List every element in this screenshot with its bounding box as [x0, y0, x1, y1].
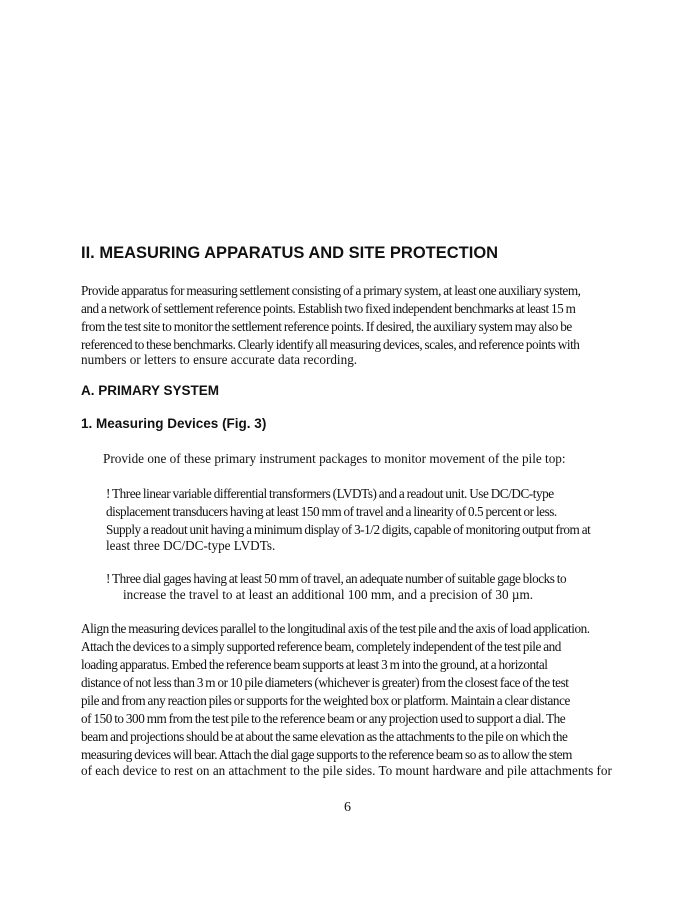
lead-sentence: Provide one of these primary instrument packages to monitor movement of the pile top: — [103, 451, 566, 466]
body-line-5: pile and from any reaction piles or supports for the weighted box or platform. Maintain a clear distance — [81, 693, 570, 708]
bullet-2-line-2: increase the travel to at least an additional 100 mm, and a precision of 30 µm. — [123, 587, 534, 602]
body-line-3: loading apparatus. Embed the reference beam supports at least 3 m into the ground, at a horizontal — [81, 657, 548, 672]
body-line-7: beam and projections should be at about the same elevation as the attachments to the pile on which the — [81, 729, 568, 744]
subsection-measuring-devices: 1. Measuring Devices (Fig. 3) — [81, 416, 267, 431]
page-number: 6 — [344, 800, 351, 815]
section-title: II. MEASURING APPARATUS AND SITE PROTECTION — [81, 244, 499, 262]
intro-line-3: from the test site to monitor the settlement reference points. If desired, the auxiliary system may also be — [81, 319, 572, 334]
body-line-6: of 150 to 300 mm from the test pile to the reference beam or any projection used to support a dial. The — [81, 711, 566, 726]
body-line-8: measuring devices will bear. Attach the dial gage supports to the reference beam so as to allow the stem — [81, 747, 572, 762]
subsection-primary-system: A. PRIMARY SYSTEM — [81, 383, 220, 398]
bullet-1-line-3: Supply a readout unit having a minimum display of 3-1/2 digits, capable of monitoring output from at — [106, 522, 591, 537]
intro-line-2: and a network of settlement reference points. Establish two fixed independent benchmarks at least 15 m — [81, 301, 576, 316]
body-line-4: distance of not less than 3 m or 10 pile diameters (whichever is greater) from the closest face of the test — [81, 675, 569, 690]
bullet-2-line-1: ! Three dial gages having at least 50 mm of travel, an adequate number of suitable gage blocks to — [106, 571, 567, 586]
bullet-1-line-1: ! Three linear variable differential transformers (LVDTs) and a readout unit. Use DC/DC-type — [106, 486, 554, 501]
bullet-1-line-4: least three DC/DC-type LVDTs. — [106, 538, 276, 553]
intro-line-4: referenced to these benchmarks. Clearly identify all measuring devices, scales, and reference points with — [81, 337, 580, 352]
body-line-2: Attach the devices to a simply supported reference beam, completely independent of the test pile and — [81, 639, 561, 654]
body-line-1: Align the measuring devices parallel to the longitudinal axis of the test pile and the axis of load application. — [81, 621, 590, 636]
intro-line-5: numbers or letters to ensure accurate data recording. — [81, 352, 358, 367]
intro-line-1: Provide apparatus for measuring settlement consisting of a primary system, at least one auxiliary system, — [81, 283, 581, 298]
body-line-9: of each device to rest on an attachment to the pile sides. To mount hardware and pile attachments for — [81, 763, 612, 778]
bullet-1-line-2: displacement transducers having at least 150 mm of travel and a linearity of 0.5 percent or less. — [106, 504, 557, 519]
